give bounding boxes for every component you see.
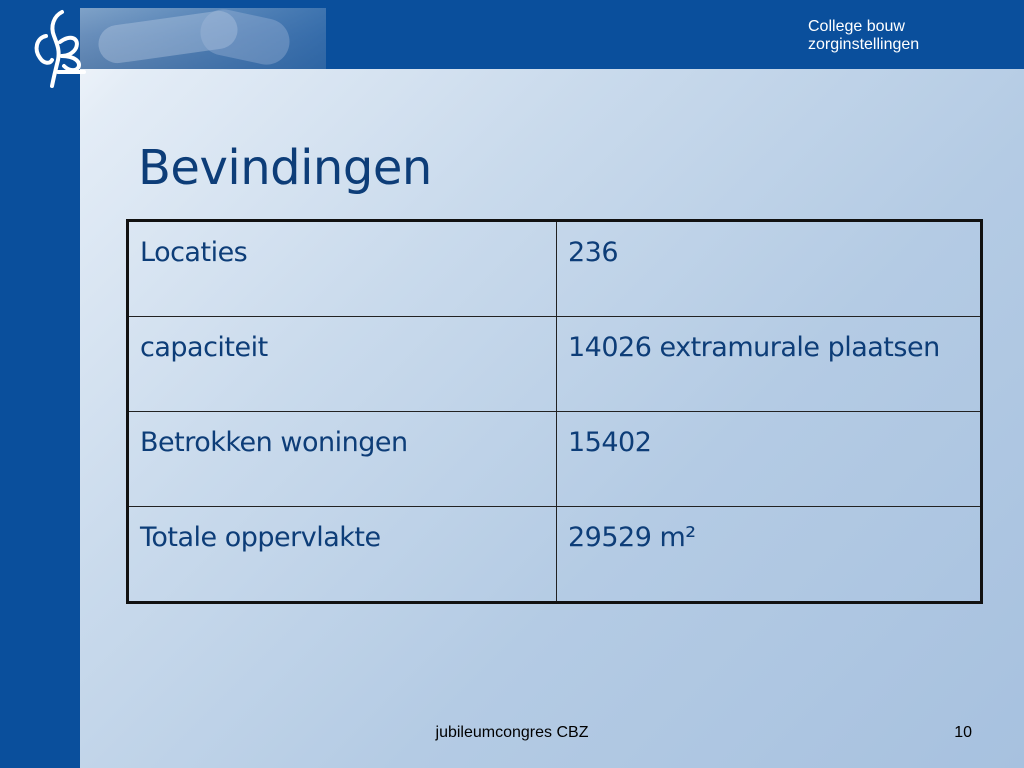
- brand-name: [808, 18, 919, 54]
- table-cell-label: Betrokken woningen: [128, 412, 557, 507]
- table-cell-label: capaciteit: [128, 317, 557, 412]
- table-cell-value: 14026 extramurale plaatsen: [557, 317, 982, 412]
- cbz-logo-icon: [24, 6, 88, 90]
- table-cell-value: 236: [557, 221, 982, 317]
- table-cell-value: 15402: [557, 412, 982, 507]
- table-row: [128, 507, 982, 603]
- brand-line-1: College bouw: [808, 18, 905, 35]
- table-cell-label: Totale oppervlakte: [128, 507, 557, 603]
- footer-event-name: jubileumcongres CBZ: [435, 724, 589, 741]
- findings-table: [126, 219, 983, 604]
- header-photo: [80, 8, 326, 69]
- slide-title: Bevindingen: [138, 140, 432, 196]
- left-bar: [0, 0, 80, 768]
- table-row: [128, 317, 982, 412]
- table-cell-value: 29529 m²: [557, 507, 982, 603]
- table-row: [128, 221, 982, 317]
- page-number: 10: [954, 724, 972, 741]
- table-cell-label: Locaties: [128, 221, 557, 317]
- table-row: [128, 412, 982, 507]
- brand-line-2: zorginstellingen: [808, 36, 920, 53]
